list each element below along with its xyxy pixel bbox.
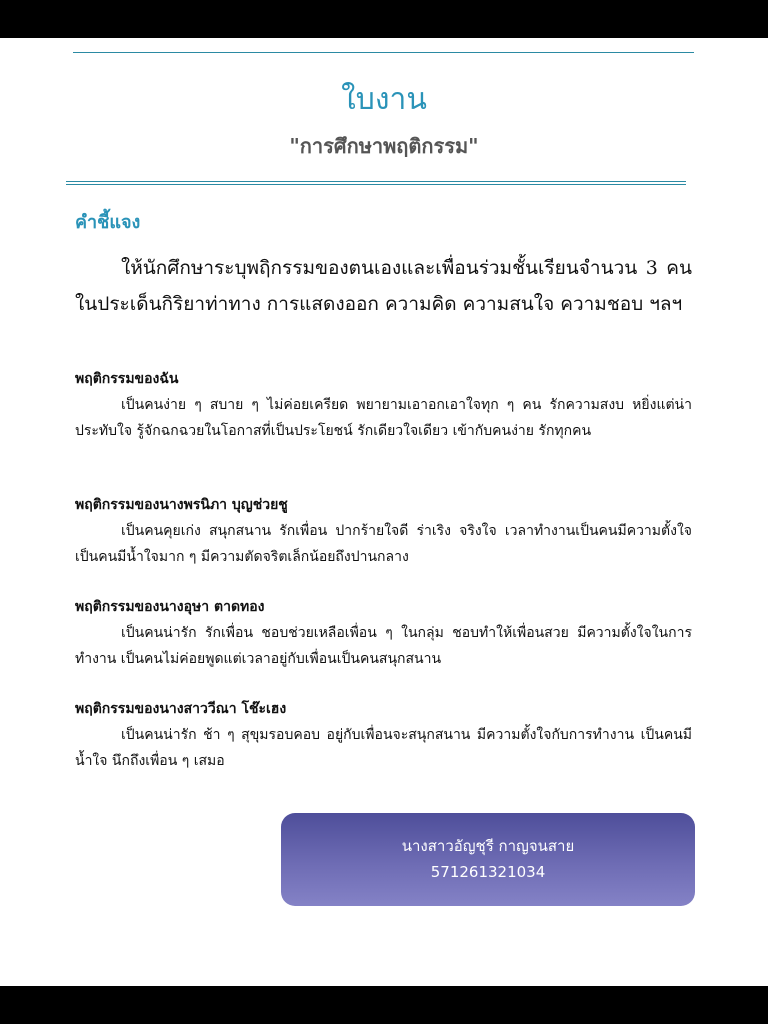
double-divider <box>66 181 686 185</box>
section-friend-2 <box>75 594 692 672</box>
section-title: พฤติกรรมของฉัน <box>75 371 179 387</box>
section-title: พฤติกรรมของนางอุษา ตาดทอง <box>75 599 265 615</box>
section-body: เป็นคนน่ารัก รักเพื่อน ชอบช่วยเหลือเพื่อน ๆ ในกลุ่ม ชอบทำให้เพื่อนสวย มีความตั้งใจในการทำงาน เป็นคนไม่ค่อยพูดแต่เวลาอยู่กับเพื่อนเป็นคนสนุกสนาน <box>75 625 692 667</box>
author-name: นางสาวอัญชุรี กาญจนสาย <box>401 837 575 855</box>
author-box <box>281 813 695 906</box>
section-title: พฤติกรรมของนางสาววีณา โช๊ะเฮง <box>75 701 287 717</box>
section-self <box>75 366 692 444</box>
section-friend-3 <box>75 696 692 774</box>
section-body: เป็นคนคุยเก่ง สนุกสนาน รักเพื่อน ปากร้ายใจดี ร่าเริง จริงใจ เวลาทำงานเป็นคนมีความตั้งใจ เป็นคนมีน้ำใจมาก ๆ มีความตัดจริตเล็กน้อยถึงปานกลาง <box>75 523 692 565</box>
document-page <box>0 38 768 986</box>
instructions-heading: คำชี้แจง <box>75 212 141 233</box>
page-subtitle: "การศึกษาพฤติกรรม" <box>289 134 479 158</box>
page-title: ใบงาน <box>341 82 427 117</box>
instructions-text: ให้นักศึกษาระบุพฤิกรรมของตนเองและเพื่อนร่วมชั้นเรียนจำนวน 3 คน ในประเด็นกิริยาท่าทาง การแสดงออก ความคิด ความสนใจ ความชอบ ฯลฯ <box>75 257 692 315</box>
author-id: 571261321034 <box>430 863 546 881</box>
section-body: เป็นคนง่าย ๆ สบาย ๆ ไม่ค่อยเครียด พยายามเอาอกเอาใจทุก ๆ คน รักความสงบ หยิ่งแต่น่าประทับใจ รู้จักฉกฉวยในโอกาสที่เป็นประโยชน์ รักเดียวใจเดียว เข้ากับคนง่าย รักทุกคน <box>75 397 692 439</box>
section-friend-1 <box>75 492 692 570</box>
top-divider <box>73 52 694 53</box>
section-body: เป็นคนน่ารัก ช้า ๆ สุขุมรอบคอบ อยู่กับเพื่อนจะสนุกสนาน มีความตั้งใจกับการทำงาน เป็นคนมีน้ำใจ นึกถึงเพื่อน ๆ เสมอ <box>75 727 692 769</box>
section-title: พฤติกรรมของนางพรนิภา บุญช่วยชู <box>75 497 288 513</box>
